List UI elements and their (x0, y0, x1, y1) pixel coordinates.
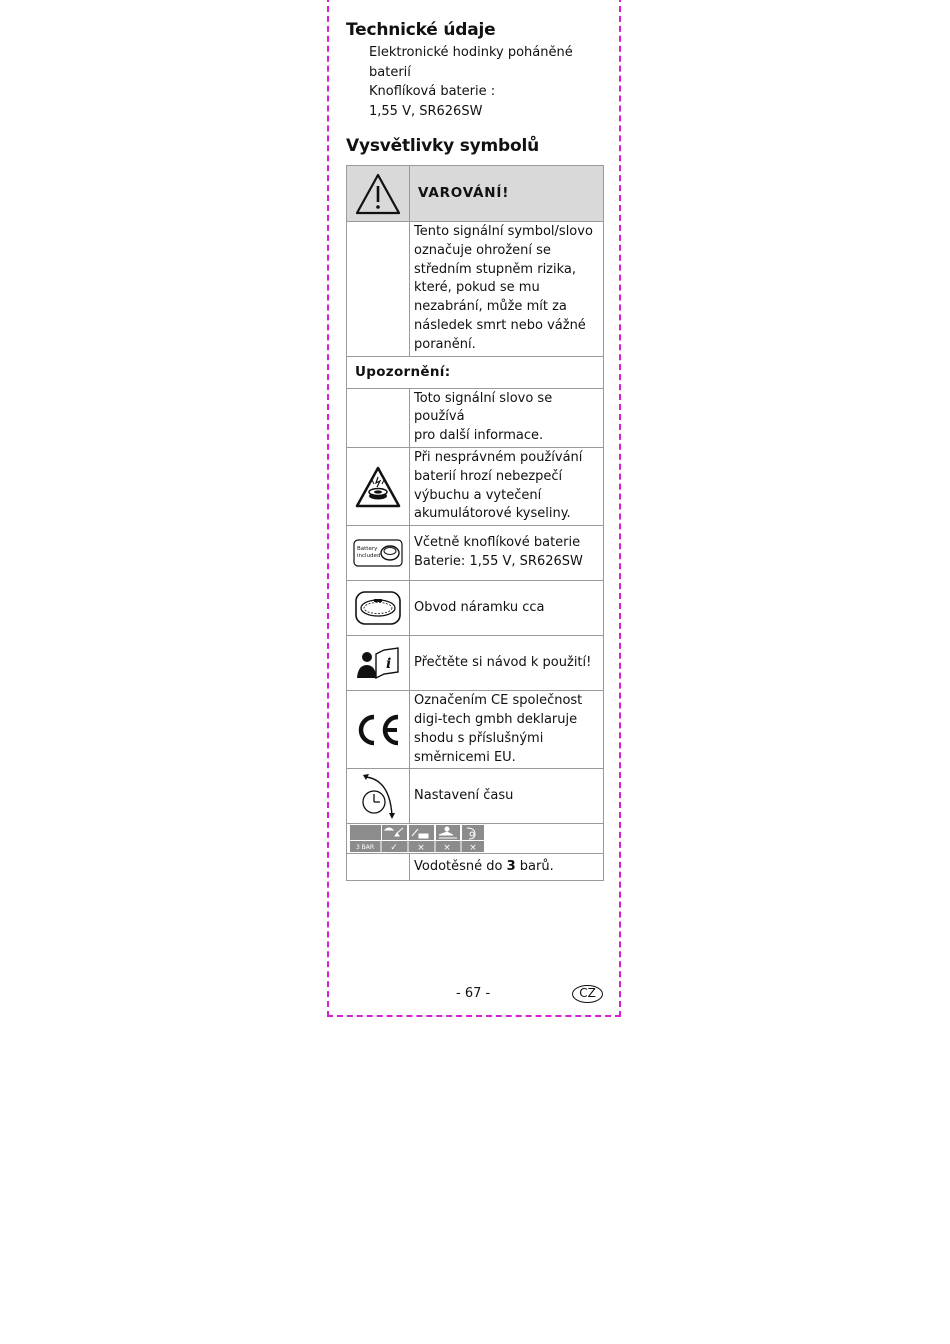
warning-description: Tento signální symbol/slovo označuje ohrožení se středním stupněm rizika, které, pokud se mu nezabrání, může mít za následek smrt nebo vážné poranění. (410, 222, 604, 357)
warning-triangle-icon (347, 166, 410, 222)
water-rating-row (347, 824, 604, 854)
time-setting-description: Nastavení času (410, 769, 604, 824)
battery-included-row (347, 526, 604, 581)
warning-description-row (347, 222, 604, 357)
notice-description-row (347, 388, 604, 447)
water-description-row (347, 854, 604, 881)
time-setting-icon (347, 769, 410, 824)
ce-description: Označením CE společnost digi-tech gmbh deklaruje shodu s příslušnými směrnicemi EU. (410, 691, 604, 769)
spec-line: Elektronické hodinky poháněné (369, 45, 573, 60)
battery-warning-row (347, 447, 604, 525)
svg-text:×: × (443, 843, 451, 854)
spec-line: baterií (369, 64, 411, 80)
strap-description: Obvod náramku cca (410, 581, 604, 636)
spec-line: Knoflíková baterie : (369, 84, 496, 99)
battery-included-description: Včetně knoflíkové baterie Baterie: 1,55 V, SR626SW (410, 526, 604, 581)
symbols-heading: Vysvětlivky symbolů (346, 136, 540, 156)
time-setting-row (347, 769, 604, 824)
svg-text:included: included (357, 553, 381, 560)
battery-included-icon (347, 526, 410, 581)
water-description: Vodotěsné do 3 barů. (410, 854, 604, 881)
notice-description: Toto signální slovo se používá pro další informace. (410, 388, 604, 447)
ce-mark-icon (347, 691, 410, 769)
svg-text:×: × (469, 843, 477, 854)
read-manual-icon (347, 636, 410, 691)
tech-specs-heading: Technické údaje (346, 20, 496, 40)
svg-text:✓: ✓ (390, 843, 398, 854)
page-number: - 67 - (456, 986, 491, 1001)
manual-description: Přečtěte si návod k použití! (410, 636, 604, 691)
battery-warning-description: Při nesprávném používání baterií hrozí nebezpečí výbuchu a vytečení akumulátorové kyseliny. (410, 447, 604, 525)
tech-specs-body (369, 43, 573, 121)
manual-row (347, 636, 604, 691)
symbols-table (346, 165, 604, 881)
notice-label: Upozornění: (347, 356, 604, 388)
svg-text:3 BAR: 3 BAR (355, 844, 375, 852)
strap-circumference-icon (347, 581, 410, 636)
svg-text:i: i (386, 656, 392, 673)
svg-text:Battery: Battery (357, 546, 378, 553)
battery-explosion-warning-icon (347, 447, 410, 525)
water-resistance-rating-icon (347, 824, 604, 854)
ce-row (347, 691, 604, 769)
country-code-badge: CZ (572, 985, 603, 1003)
warning-row (347, 166, 604, 222)
svg-text:×: × (417, 843, 425, 854)
notice-row (347, 356, 604, 388)
warning-label: VAROVÁNÍ! (410, 166, 604, 222)
strap-row (347, 581, 604, 636)
spec-line: 1,55 V, SR626SW (369, 103, 483, 119)
